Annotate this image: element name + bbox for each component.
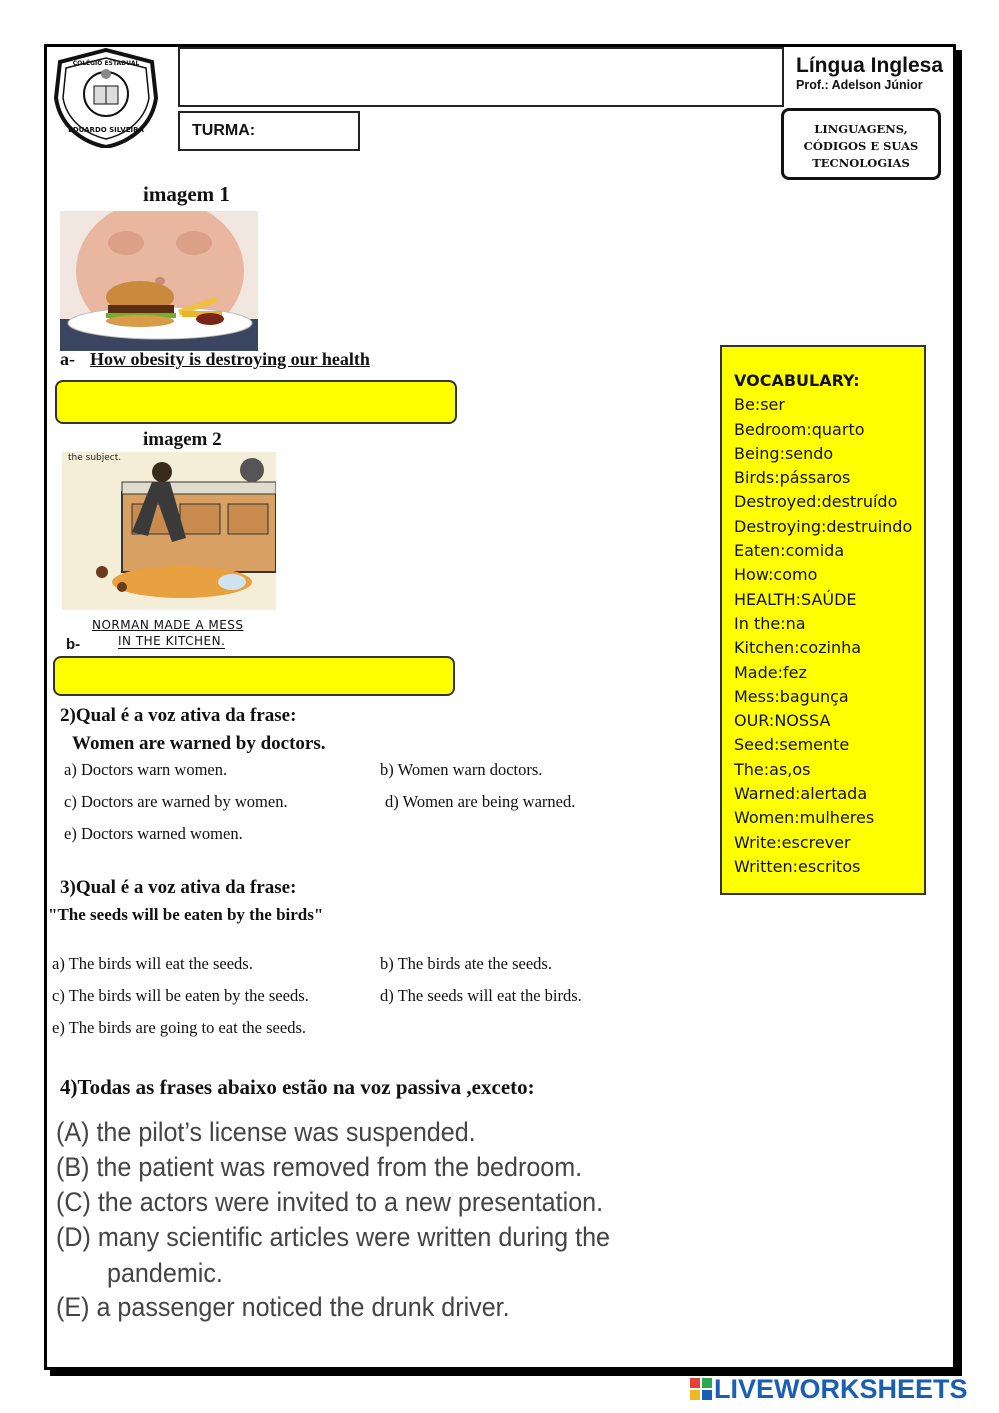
vocab-item: Bedroom:quarto [734,419,865,439]
q4-option-c[interactable]: (C) the actors were invited to a new presentation. [56,1187,604,1217]
area-box [781,108,941,180]
area-line-3: TECNOLOGIAS [812,156,910,170]
q4-option-d[interactable]: (D) many scientific articles were written during the [56,1222,611,1252]
vocab-item: Warned:alertada [734,784,868,804]
vocab-item: Kitchen:cozinha [734,638,862,658]
vocab-item: Seed:semente [734,735,850,755]
vocab-item: Being:sendo [734,443,834,463]
q3-option-d[interactable]: d) The seeds will eat the birds. [380,986,582,1005]
obesity-photo [60,211,258,351]
school-logo [52,48,160,148]
vocab-item: Made:fez [734,662,807,682]
vocab-item: The:as,os [734,759,811,779]
q2-option-e[interactable]: e) Doctors warned women. [64,824,243,843]
turma-box[interactable] [178,111,360,151]
q3-option-a[interactable]: a) The birds will eat the seeds. [52,954,253,973]
q4-option-b[interactable]: (B) the patient was removed from the bedroom. [56,1152,583,1182]
vocab-item: Eaten:comida [734,541,845,561]
q2-option-a[interactable]: a) Doctors warn women. [64,760,228,779]
q2-option-d[interactable]: d) Women are being warned. [385,792,576,811]
area-line-2: CÓDIGOS E SUAS [803,139,919,153]
vocab-item: Be:ser [734,395,785,415]
vocab-item: Destroying:destruindo [734,516,913,536]
cartoon-caption-1: NORMAN MADE A MESS [92,618,244,632]
q4-option-a[interactable]: (A) the pilot’s license was suspended. [56,1117,476,1147]
vocab-item: Women:mulheres [734,808,875,828]
item-b-letter: b- [66,636,81,653]
q2-option-c[interactable]: c) Doctors are warned by women. [64,792,288,811]
area-line-1: LINGUAGENS, [814,122,908,136]
vocab-item: Birds:pássaros [734,468,851,488]
item-a-text: How obesity is destroying our health [90,349,370,369]
answer-a-input[interactable] [55,380,457,424]
vocab-item: Write:escrever [734,832,851,852]
logo-text-bottom: EDUARDO SILVEIRA [68,126,144,134]
cartoon-image [62,452,276,610]
item-a-letter: a- [60,349,75,369]
student-name-field[interactable] [178,47,784,107]
vocab-item: Written:escritos [734,856,861,876]
q2-sentence: Women are warned by doctors. [72,733,326,754]
turma-label: TURMA: [192,122,256,139]
liveworksheets-wordmark: LIVEWORKSHEETS [714,1374,968,1404]
cartoon-caption-2: IN THE KITCHEN. [118,634,226,648]
q3-option-e[interactable]: e) The birds are going to eat the seeds. [52,1018,306,1037]
q4-option-e[interactable]: (E) a passenger noticed the drunk driver. [56,1292,510,1322]
q3-sentence: "The seeds will be eaten by the birds" [48,905,324,924]
liveworksheets-icon [690,1378,712,1400]
vocab-item: In the:na [734,613,806,633]
image2-label: imagem 2 [143,429,222,450]
q4-option-d-continued: pandemic. [107,1258,223,1288]
answer-b-input[interactable] [53,656,455,696]
vocab-item: Mess:bagunça [734,686,849,706]
q4-title: 4)Todas as frases abaixo estão na voz passiva ,exceto: [60,1075,535,1099]
vocab-item: HEALTH:SAÚDE [734,589,857,609]
vocab-item: How:como [734,565,818,585]
vocab-item: OUR:NOSSA [734,711,831,731]
q3-option-b[interactable]: b) The birds ate the seeds. [380,954,552,973]
teacher-name: Prof.: Adelson Júnior [796,78,923,92]
q2-option-b[interactable]: b) Women warn doctors. [380,760,543,779]
vocab-item: Destroyed:destruído [734,492,898,512]
q3-title: 3)Qual é a voz ativa da frase: [60,877,297,898]
q3-option-c[interactable]: c) The birds will be eaten by the seeds. [52,986,309,1005]
image1-label: imagem 1 [143,182,230,206]
logo-text-top: COLÉGIO ESTADUAL [72,60,140,67]
subject-title: Língua Inglesa [796,54,944,77]
vocabulary-box [720,345,926,895]
cartoon-speech: the subject. [68,453,122,463]
q2-title: 2)Qual é a voz ativa da frase: [60,705,297,726]
vocabulary-title: VOCABULARY: [734,371,860,390]
